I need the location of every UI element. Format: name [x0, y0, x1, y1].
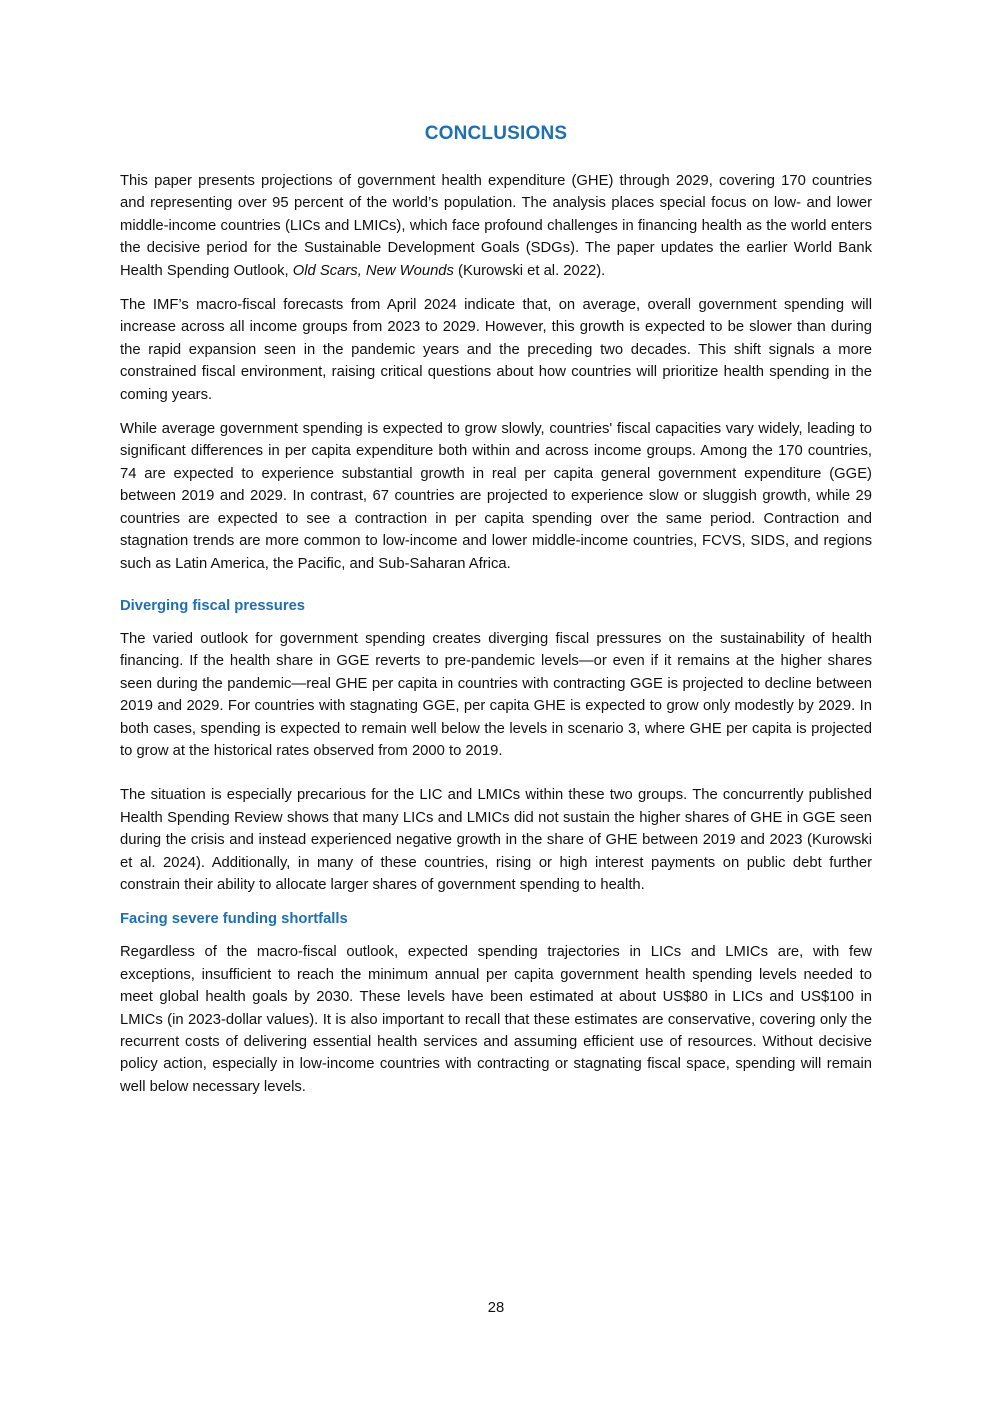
page-title: CONCLUSIONS [424, 123, 568, 144]
report-title-italic: Old Scars, New Wounds [292, 262, 454, 279]
section-heading-facing-severe-funding-shortfalls: Facing severe funding shortfalls [120, 911, 348, 928]
section-1-paragraph-2: The situation is especially precarious for the LIC and LMICs within these two groups. The concurrently published Health Spending Review shows that many LICs and LMICs did not sustain the higher shares of GHE in GGE seen during the crisis and instead experienced negative growth in the share of GHE between 2019 and 2023 (Kurowski et al. 2024). Additionally, in many of these countries, rising or high interest payments on public debt further constrain their ability to allocate larger shares of government spending to health. [120, 787, 872, 893]
section-1-paragraph-1: The varied outlook for government spending creates diverging fiscal pressures on the sustainability of health financing. If the health share in GGE reverts to pre-pandemic levels—or even if it remains at the higher shares seen during the pandemic—real GHE per capita in countries with contracting GGE is projected to decline between 2019 and 2029. For countries with stagnating GGE, per capita GHE is expected to grow only modestly by 2029. In both cases, spending is expected to remain well below the levels in scenario 3, where GHE per capita is projected to grow at the historical rates observed from 2000 to 2019. [120, 630, 872, 759]
intro-paragraph-1 [120, 170, 872, 282]
page-number: 28 [487, 1300, 505, 1316]
intro-paragraph-1-text: This paper presents projections of government health expenditure (GHE) through 2029, covering 170 countries and representing over 95 percent of the world’s population. The analysis places special focus on low- and lower middle-income countries (LICs and LMICs), which face profound challenges in financing health as the world enters the decisive period for the Sustainable Development Goals (SDGs). The paper updates the earlier World Bank Health Spending Outlook, [120, 173, 872, 279]
intro-paragraph-3: While average government spending is expected to grow slowly, countries' fiscal capacities vary widely, leading to significant differences in per capita expenditure both within and across income groups. Among the 170 countries, 74 are expected to experience substantial growth in real per capita general government expenditure (GGE) between 2019 and 2029. In contrast, 67 countries are projected to experience slow or sluggish growth, while 29 countries are expected to see a contraction in per capita spending over the same period. Contraction and stagnation trends are more common to low-income and lower middle-income countries, FCVS, SIDS, and regions such as Latin America, the Pacific, and Sub-Saharan Africa. [120, 421, 872, 572]
section-heading-diverging-fiscal-pressures: Diverging fiscal pressures [120, 597, 306, 614]
intro-paragraph-1-citation: (Kurowski et al. 2022). [453, 262, 606, 279]
page-content [120, 121, 872, 1110]
intro-paragraph-2: The IMF’s macro-fiscal forecasts from April 2024 indicate that, on average, overall government spending will increase across all income groups from 2023 to 2029. However, this growth is expected to be slower than during the rapid expansion seen in the pandemic years and the preceding two decades. This shift signals a more constrained fiscal environment, raising critical questions about how countries will prioritize health spending in the coming years. [120, 297, 872, 403]
section-2-paragraph-1: Regardless of the macro-fiscal outlook, expected spending trajectories in LICs and LMICs are, with few exceptions, insufficient to reach the minimum annual per capita government health spending levels needed to meet global health goals by 2030. These levels have been estimated at about US$80 in LICs and US$100 in LMICs (in 2023-dollar values). It is also important to recall that these estimates are conservative, covering only the recurrent costs of delivering essential health services and assuming efficient use of resources. Without decisive policy action, especially in low-income countries with contracting or stagnating fiscal space, spending will remain well below necessary levels. [120, 944, 872, 1095]
